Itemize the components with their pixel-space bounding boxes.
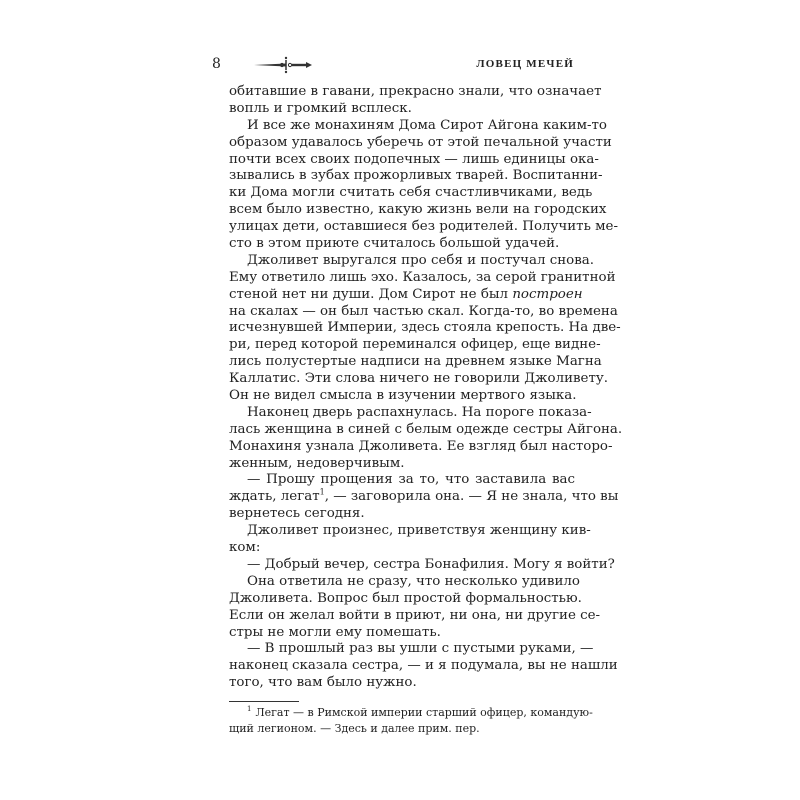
text-run: лась женщина в синей с белым одежде сестры Айгона. <box>229 421 623 437</box>
text-line <box>229 286 583 304</box>
text-line <box>229 675 575 692</box>
text-line <box>229 354 602 371</box>
text-run: Наконец дверь распахнулась. На пороге показа- <box>247 404 592 420</box>
text-line <box>229 456 575 473</box>
text-run: всем было известно, какую жизнь вели на городских <box>229 202 607 218</box>
text-line <box>229 371 609 388</box>
text-line <box>229 168 603 185</box>
text-run: вопль и громкий всплеск. <box>229 100 412 116</box>
text-line <box>229 658 618 675</box>
footnote-marker: 1 <box>247 705 252 714</box>
text-line <box>229 320 621 337</box>
body-text <box>229 84 623 692</box>
running-title: ЛОВЕЦ МЕЧЕЙ <box>476 58 574 70</box>
text-run: Джоливет произнес, приветствуя женщину кив- <box>247 523 591 539</box>
text-line <box>229 540 575 557</box>
text-line <box>229 219 618 236</box>
text-run: ком: <box>229 540 261 556</box>
footnote-text: щий легионом. — Здесь и далее прим. пер. <box>229 721 480 735</box>
text-run: на скалах — он был частью скал. Когда-то, во времена <box>229 303 618 319</box>
footnote-text: Легат — в Римской империи старший офицер, командую- <box>255 706 593 719</box>
text-line <box>229 438 613 456</box>
text-run: ки Дома могли считать себя счастливчиками, ведь <box>229 185 593 201</box>
text-run: Если он желал войти в приют, ни она, ни другие се- <box>229 607 601 623</box>
text-run: ждать, легат <box>229 489 320 505</box>
text-run: того, что вам было нужно. <box>229 675 417 691</box>
text-run: И все же монахиням Дома Сирот Айгона каким-то <box>247 117 607 133</box>
text-line <box>229 303 618 321</box>
text-line <box>229 506 575 523</box>
text-run: Она ответила не сразу, что несколько удивило <box>247 573 580 589</box>
text-line <box>229 269 616 287</box>
text-run: образом удавалось уберечь от этой печальной участи <box>229 134 612 150</box>
footnote-divider <box>229 701 299 702</box>
text-run: обитавшие в гавани, прекрасно знали, что означает <box>229 84 602 99</box>
text-run: Он не видел смысла в изучении мертвого языка. <box>229 388 577 404</box>
text-line <box>229 337 601 354</box>
text-line <box>229 134 612 152</box>
footnote <box>229 705 593 736</box>
text-run: — Добрый вечер, сестра Бонафилия. Могу я войти? <box>247 556 615 572</box>
text-run: почти всех своих подопечных — лишь единицы ока- <box>229 151 599 167</box>
text-run: Монахиня узнала Джоливета. Ее взгляд был насторо- <box>229 438 613 454</box>
footnote-ref: 1 <box>319 487 325 497</box>
text-run: Каллатис. Эти слова ничего не говорили Джоливету. <box>229 371 609 387</box>
text-line <box>229 641 594 658</box>
text-line <box>229 404 592 422</box>
text-line <box>229 236 575 253</box>
text-run: — Прошу прощения за то, что заставила вас <box>247 472 575 488</box>
text-line <box>229 590 582 608</box>
text-run: Ему ответило лишь эхо. Казалось, за серой гранитной <box>229 269 616 285</box>
dagger-icon <box>252 55 316 79</box>
text-run: стеной нет ни души. Дом Сирот не был <box>229 286 513 302</box>
text-run: сто в этом приюте считалось большой удачей. <box>229 236 560 252</box>
footnote-line <box>229 721 575 737</box>
text-line <box>229 487 619 506</box>
text-line <box>229 151 599 169</box>
text-run: стры не могли ему помешать. <box>229 624 441 640</box>
text-run: зывались в зубах прожорливых тварей. Воспитанни- <box>229 168 603 184</box>
text-line <box>229 421 623 439</box>
text-line <box>229 573 580 591</box>
text-run: Джоливета. Вопрос был простой формальностью. <box>229 590 582 606</box>
text-run: наконец сказала сестра, — и я подумала, вы не нашли <box>229 658 618 674</box>
text-line <box>229 625 575 642</box>
text-run: улицах дети, оставшиеся без родителей. Получить ме- <box>229 219 618 235</box>
text-line <box>229 252 595 270</box>
text-line <box>229 523 591 540</box>
text-run: ри, перед которой переминался офицер, еще видне- <box>229 337 601 353</box>
text-run: лись полустертые надписи на древнем языке Магна <box>229 354 602 370</box>
text-run: вернетесь сегодня. <box>229 506 365 522</box>
page-number: 8 <box>212 56 221 72</box>
text-line <box>229 185 593 202</box>
text-run: — В прошлый раз вы ушли с пустыми руками, — <box>247 641 594 657</box>
text-run: , — заговорила она. — Я не знала, что вы <box>324 489 619 505</box>
text-line <box>229 202 607 219</box>
text-line <box>229 472 575 489</box>
text-line <box>229 388 575 405</box>
text-line <box>229 607 601 625</box>
italic-text: построен <box>512 286 583 302</box>
text-run: женным, недоверчивым. <box>229 455 405 471</box>
text-line <box>229 101 575 118</box>
text-line <box>229 117 607 135</box>
text-run: Джоливет выругался про себя и постучал снова. <box>247 252 595 268</box>
text-run: исчезнувшей Империи, здесь стояла крепость. На две- <box>229 320 621 336</box>
text-line <box>229 84 602 101</box>
footnote-line <box>229 705 593 721</box>
text-line <box>229 556 615 574</box>
